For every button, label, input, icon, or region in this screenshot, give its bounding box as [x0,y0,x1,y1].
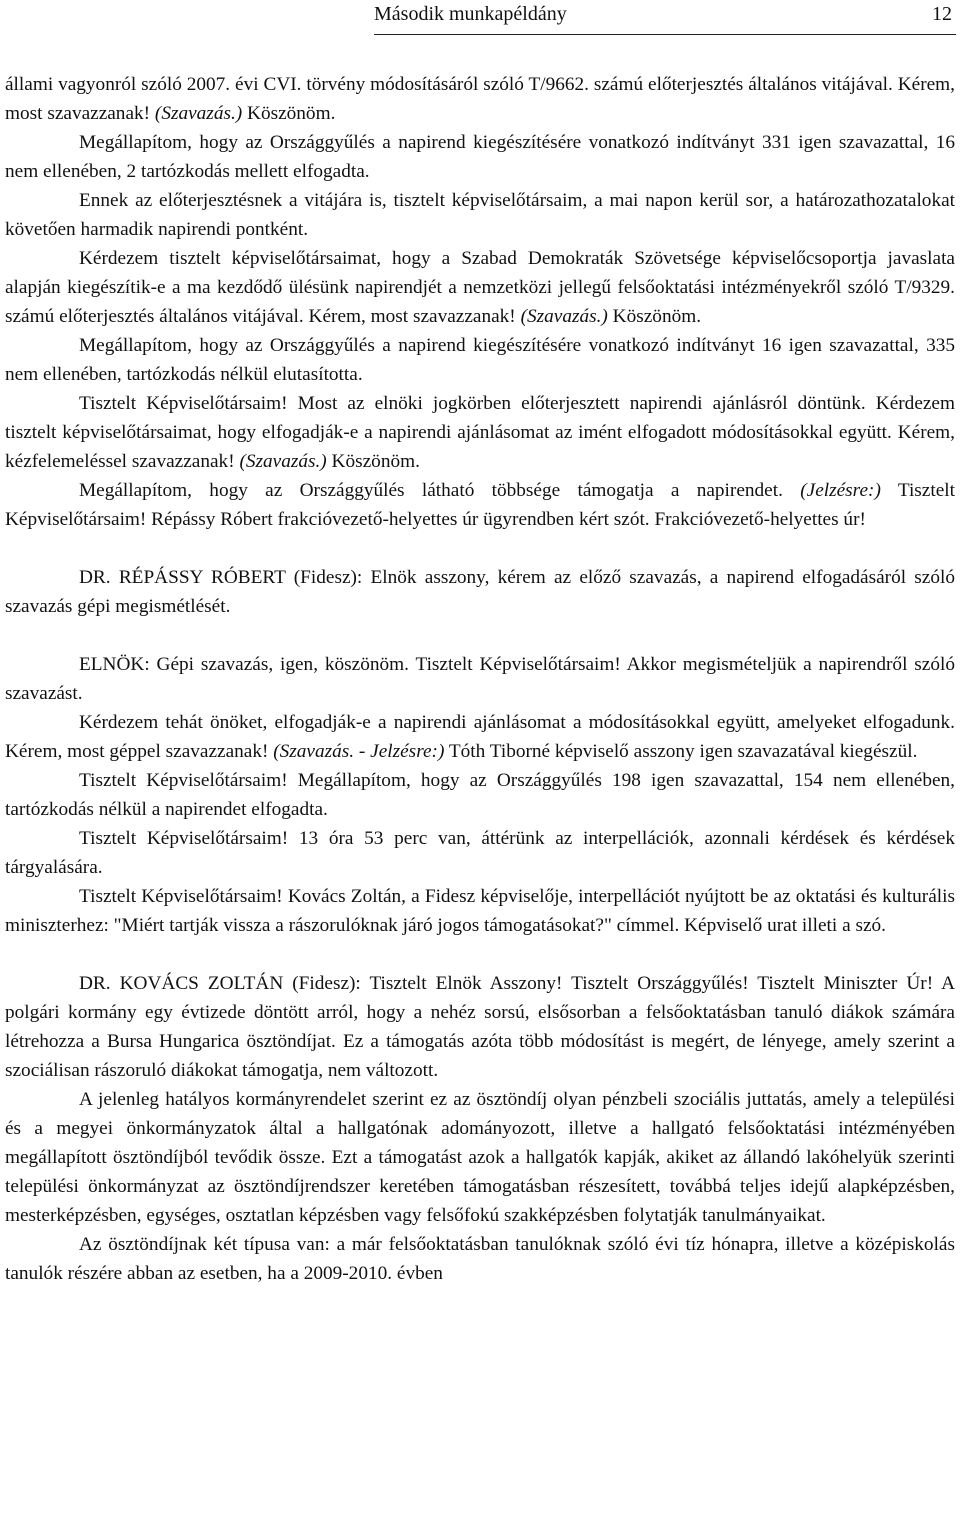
paragraph [5,244,955,331]
paragraph-text: Köszönöm. [607,306,702,327]
paragraph [5,650,955,708]
paragraph [5,128,955,186]
paragraph-text: Kérdezem tisztelt képviselőtársaimat, hogy a Szabad Demokraták Szövetsége képviselőcsoportja javaslata alapján kiegészítik-e a ma kezdődő ülésünk napirendjét a nemzetközi jellegű felsőoktatási intézményekről szóló T/9329. számú előterjesztés általános vitájával. Kérem, most szavazzanak! [5,248,955,327]
paragraph-text: Megállapítom, hogy az Országgyűlés látható többsége támogatja a napirendet. [79,480,801,501]
stage-direction: (Jelzésre:) [800,480,881,501]
paragraph-text: Kérdezem tehát önöket, elfogadják-e a napirendi ajánlásomat a módosításokkal együtt, amelyeket elfogadunk. Kérem, most géppel szavazzanak! [5,712,955,762]
paragraph-text: Tisztelt Képviselőtársaim! Kovács Zoltán, a Fidesz képviselője, interpellációt nyújtott be az oktatási és kulturális miniszterhez: "Miért tartják vissza a rászorulóknak járó jogos támogatásokat?" címmel. Képviselő urat illeti a szó. [5,886,955,936]
paragraph [5,476,955,534]
paragraph-text: Tisztelt Képviselőtársaim! Megállapítom, hogy az Országgyűlés 198 igen szavazattal, 154 nem ellenében, tartózkodás nélkül a napirendet elfogadta. [5,770,955,820]
paragraph-spacer [5,940,955,969]
paragraph [5,824,955,882]
paragraph [5,708,955,766]
paragraph-text: Megállapítom, hogy az Országgyűlés a napirend kiegészítésére vonatkozó indítványt 16 igen szavazattal, 335 nem ellenében, tartózkodás nélkül elutasította. [5,335,955,385]
paragraph-text: A jelenleg hatályos kormányrendelet szerint ez az ösztöndíj olyan pénzbeli szociális juttatás, amely a települési és a megyei önkormányzatok által a hallgatónak adományozott, illetve a hallgató felsőoktatási intézményében megállapított ösztöndíjból tevődik össze. Ezt a támogatást azok a hallgatók kapják, akiket az állandó lakóhelyük szerinti települési önkormányzat az ösztöndíjrendszer keretében támogatásban részesített, továbbá teljes idejű alapképzésben, mesterképzésben, egységes, osztatlan képzésben vagy felsőfokú szakképzésben folytatják tanulmányaikat. [5,1089,955,1226]
paragraph-text: Tóth Tiborné képviselő asszony igen szavazatával kiegészül. [444,741,918,762]
paragraph-text: Tisztelt Képviselőtársaim! 13 óra 53 perc van, áttérünk az interpellációk, azonnali kérdések és kérdések tárgyalására. [5,828,955,878]
paragraph-text: Köszönöm. [242,103,336,124]
stage-direction: (Szavazás. - Jelzésre:) [273,741,445,762]
page-header [374,0,956,35]
paragraph-text: ELNÖK: Gépi szavazás, igen, köszönöm. Tisztelt Képviselőtársaim! Akkor megismételjük a napirendről szóló szavazást. [5,654,955,704]
paragraph [5,186,955,244]
paragraph-text: Tisztelt Képviselőtársaim! Répássy Róbert frakcióvezető-helyettes úr ügyrendben kért szót. Frakcióvezető-helyettes úr! [5,480,955,530]
paragraph [5,1085,955,1230]
paragraph [5,882,955,940]
paragraph-spacer [5,534,955,563]
paragraph [5,331,955,389]
paragraph [5,969,955,1085]
paragraph [5,389,955,476]
paragraph-text: Megállapítom, hogy az Országgyűlés a napirend kiegészítésére vonatkozó indítványt 331 igen szavazattal, 16 nem ellenében, 2 tartózkodás mellett elfogadta. [5,132,955,182]
document-body [5,70,955,1288]
paragraph-text: Tisztelt Képviselőtársaim! Most az elnöki jogkörben előterjesztett napirendi ajánlásról döntünk. Kérdezem tisztelt képviselőtársaimat, hogy elfogadják-e a napirendi ajánlásomat az imént elfogadott módosításokkal együtt. Kérem, kézfelemeléssel szavazzanak! [5,393,955,472]
paragraph [5,563,955,621]
page-number: 12 [932,3,952,25]
document-title: Második munkapéldány [374,3,567,25]
paragraph-text: DR. KOVÁCS ZOLTÁN (Fidesz): Tisztelt Elnök Asszony! Tisztelt Országgyűlés! Tisztelt Miniszter Úr! A polgári kormány egy évtizede döntött arról, hogy a nehéz sorsú, elsősorban a felsőoktatásban tanuló diákok számára létrehozza a Bursa Hungarica ösztöndíjat. Ez a támogatás azóta több módosítást is megért, de lényege, amely szerint a szociálisan rászoruló diákokat támogatja, nem változott. [5,973,955,1081]
paragraph [5,1230,955,1288]
paragraph [5,70,955,128]
paragraph-text: állami vagyonról szóló 2007. évi CVI. törvény módosításáról szóló T/9662. számú előterjesztés általános vitájával. Kérem, most szavazzanak! [5,74,955,124]
paragraph-spacer [5,621,955,650]
paragraph-text: DR. RÉPÁSSY RÓBERT (Fidesz): Elnök asszony, kérem az előző szavazás, a napirend elfogadásáról szóló szavazás gépi megismétlését. [5,567,955,617]
paragraph-text: Köszönöm. [326,451,420,472]
paragraph-text: Az ösztöndíjnak két típusa van: a már felsőoktatásban tanulóknak szóló évi tíz hónapra, illetve a középiskolás tanulók részére abban az esetben, ha a 2009-2010. évben [5,1234,955,1284]
paragraph [5,766,955,824]
paragraph-text: Ennek az előterjesztésnek a vitájára is, tisztelt képviselőtársaim, a mai napon kerül sor, a határozathozatalokat követően harmadik napirendi pontként. [5,190,955,240]
stage-direction: (Szavazás.) [154,103,243,124]
stage-direction: (Szavazás.) [520,306,608,327]
stage-direction: (Szavazás.) [239,451,327,472]
